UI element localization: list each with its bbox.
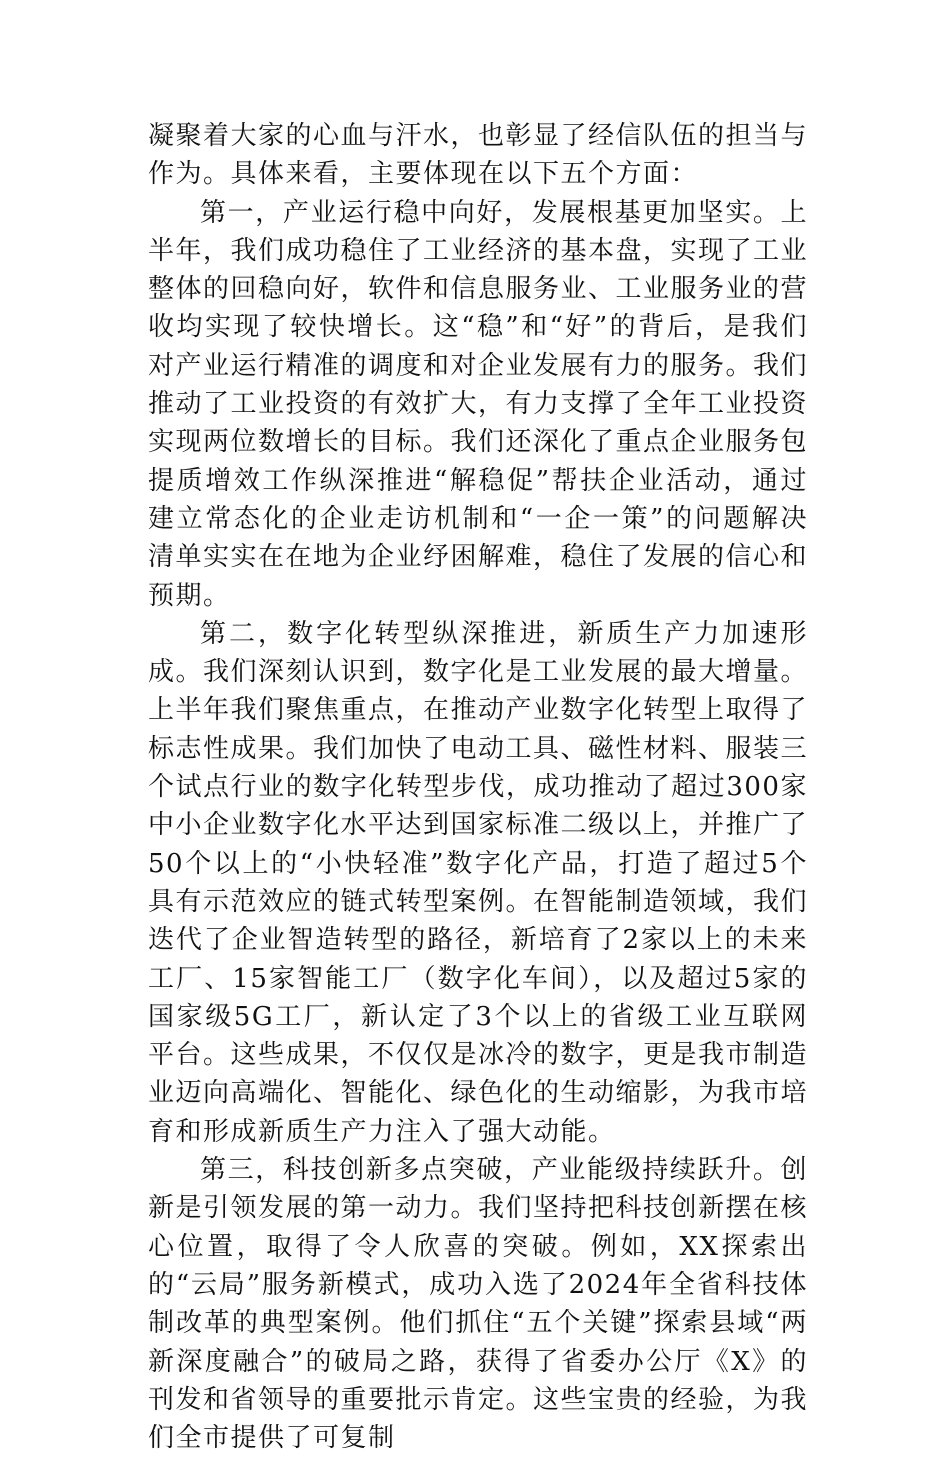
paragraph-point-one: 第一，产业运行稳中向好，发展根基更加坚实。上半年，我们成功稳住了工业经济的基本盘，实现了工业整体的回稳向好，软件和信息服务业、工业服务业的营收均实现了较快增长。这“稳”和“好”的背后，是我们对产业运行精准的调度和对企业发展有力的服务。我们推动了工业投资的有效扩大，有力支撑了全年工业投资实现两位数增长的目标。我们还深化了重点企业服务包提质增效工作纵深推进“解稳促”帮扶企业活动，通过建立常态化的企业走访机制和“一企一策”的问题解决清单实实在在地为企业纾困解难，稳住了发展的信心和预期。 bbox=[148, 197, 809, 611]
paragraph-point-two: 第二，数字化转型纵深推进，新质生产力加速形成。我们深刻认识到，数字化是工业发展的最大增量。上半年我们聚焦重点，在推动产业数字化转型上取得了标志性成果。我们加快了电动工具、磁性材料、服装三个试点行业的数字化转型步伐，成功推动了超过300家中小企业数字化水平达到国家标准二级以上，并推广了50个以上的“小快轻准”数字化产品，打造了超过5个具有示范效应的链式转型案例。在智能制造领域，我们迭代了企业智造转型的路径，新培育了2家以上的未来工厂、15家智能工厂（数字化车间），以及超过5家的国家级5G工厂，新认定了3个以上的省级工业互联网平台。这些成果，不仅仅是冰冷的数字，更是我市制造业迈向高端化、智能化、绿色化的生动缩影，为我市培育和形成新质生产力注入了强大动能。 bbox=[148, 618, 809, 1147]
document-body bbox=[148, 117, 808, 1457]
paragraph-intro-continuation: 凝聚着大家的心血与汗水，也彰显了经信队伍的担当与作为。具体来看，主要体现在以下五个方面： bbox=[148, 121, 809, 190]
paragraph-point-three: 第三，科技创新多点突破，产业能级持续跃升。创新是引领发展的第一动力。我们坚持把科技创新摆在核心位置，取得了令人欣喜的突破。例如，XX探索出的“云局”服务新模式，成功入选了2024年全省科技体制改革的典型案例。他们抓住“五个关键”探索县域“两新深度融合”的破局之路，获得了省委办公厅《X》的刊发和省领导的重要批示肯定。这些宝贵的经验，为我们全市提供了可复制 bbox=[148, 1155, 809, 1454]
